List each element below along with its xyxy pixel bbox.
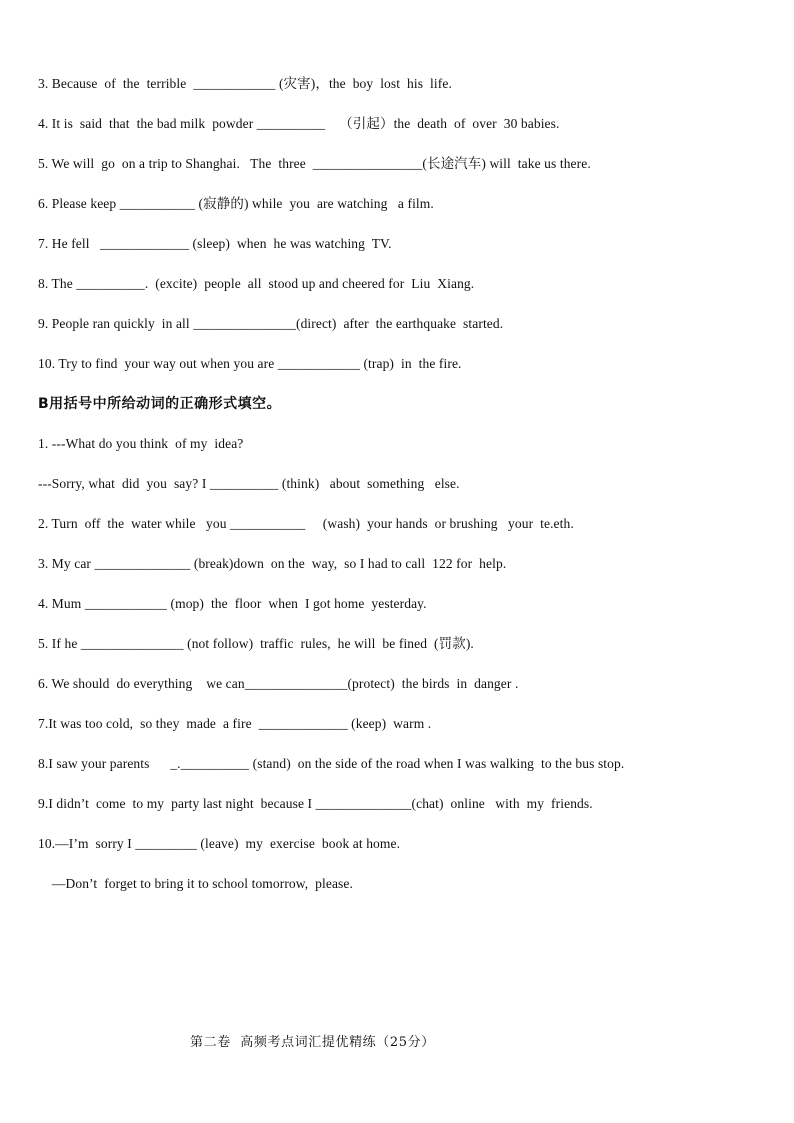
question-b1-answer: ---Sorry, what did you say? I __________ (think) about something else. (38, 476, 460, 491)
section-footer-title: 第二卷 高频考点词汇提优精练（25分） (190, 1035, 435, 1050)
question-a10: 10. Try to find your way out when you are ____________ (trap) in the fire. (38, 356, 462, 371)
question-b2: 2. Turn off the water while you ___________ (wash) your hands or brushing your te.eth. (38, 516, 574, 531)
question-b4: 4. Mum ____________ (mop) the floor when I got home yesterday. (38, 596, 427, 611)
question-a5: 5. We will go on a trip to Shanghai. The three ________________(长途汽车) will take us there. (38, 156, 591, 171)
question-b8: 8.I saw your parents _.__________ (stand) on the side of the road when I was walking to the bus stop. (38, 756, 625, 771)
question-a7: 7. He fell _____________ (sleep) when he was watching TV. (38, 236, 392, 251)
question-b5: 5. If he _______________ (not follow) traffic rules, he will be fined (罚款). (38, 636, 474, 651)
question-a9: 9. People ran quickly in all _______________(direct) after the earthquake started. (38, 316, 504, 331)
question-a6: 6. Please keep ___________ (寂静的) while you are watching a film. (38, 196, 434, 211)
question-b9: 9.I didn’t come to my party last night because I ______________(chat) online with my friends. (38, 796, 593, 811)
question-a8: 8. The __________. (excite) people all stood up and cheered for Liu Xiang. (38, 276, 475, 291)
question-a3: 3. Because of the terrible ____________ (灾害)，the boy lost his life. (38, 76, 452, 91)
question-a4: 4. It is said that the bad milk powder __________ （引起）the death of over 30 babies. (38, 116, 560, 131)
question-b1: 1. ---What do you think of my idea? (38, 436, 244, 451)
question-b6: 6. We should do everything we can_______________(protect) the birds in danger . (38, 676, 519, 691)
question-b3: 3. My car ______________ (break)down on the way, so I had to call 122 for help. (38, 556, 507, 571)
section-b-heading: B用括号中所给动词的正确形式填空。 (38, 396, 282, 412)
question-b7: 7.It was too cold, so they made a fire _____________ (keep) warm . (38, 716, 432, 731)
question-b10-reply: —Don’t forget to bring it to school tomorrow, please. (38, 876, 353, 891)
question-b10: 10.—I’m sorry I _________ (leave) my exercise book at home. (38, 836, 401, 851)
